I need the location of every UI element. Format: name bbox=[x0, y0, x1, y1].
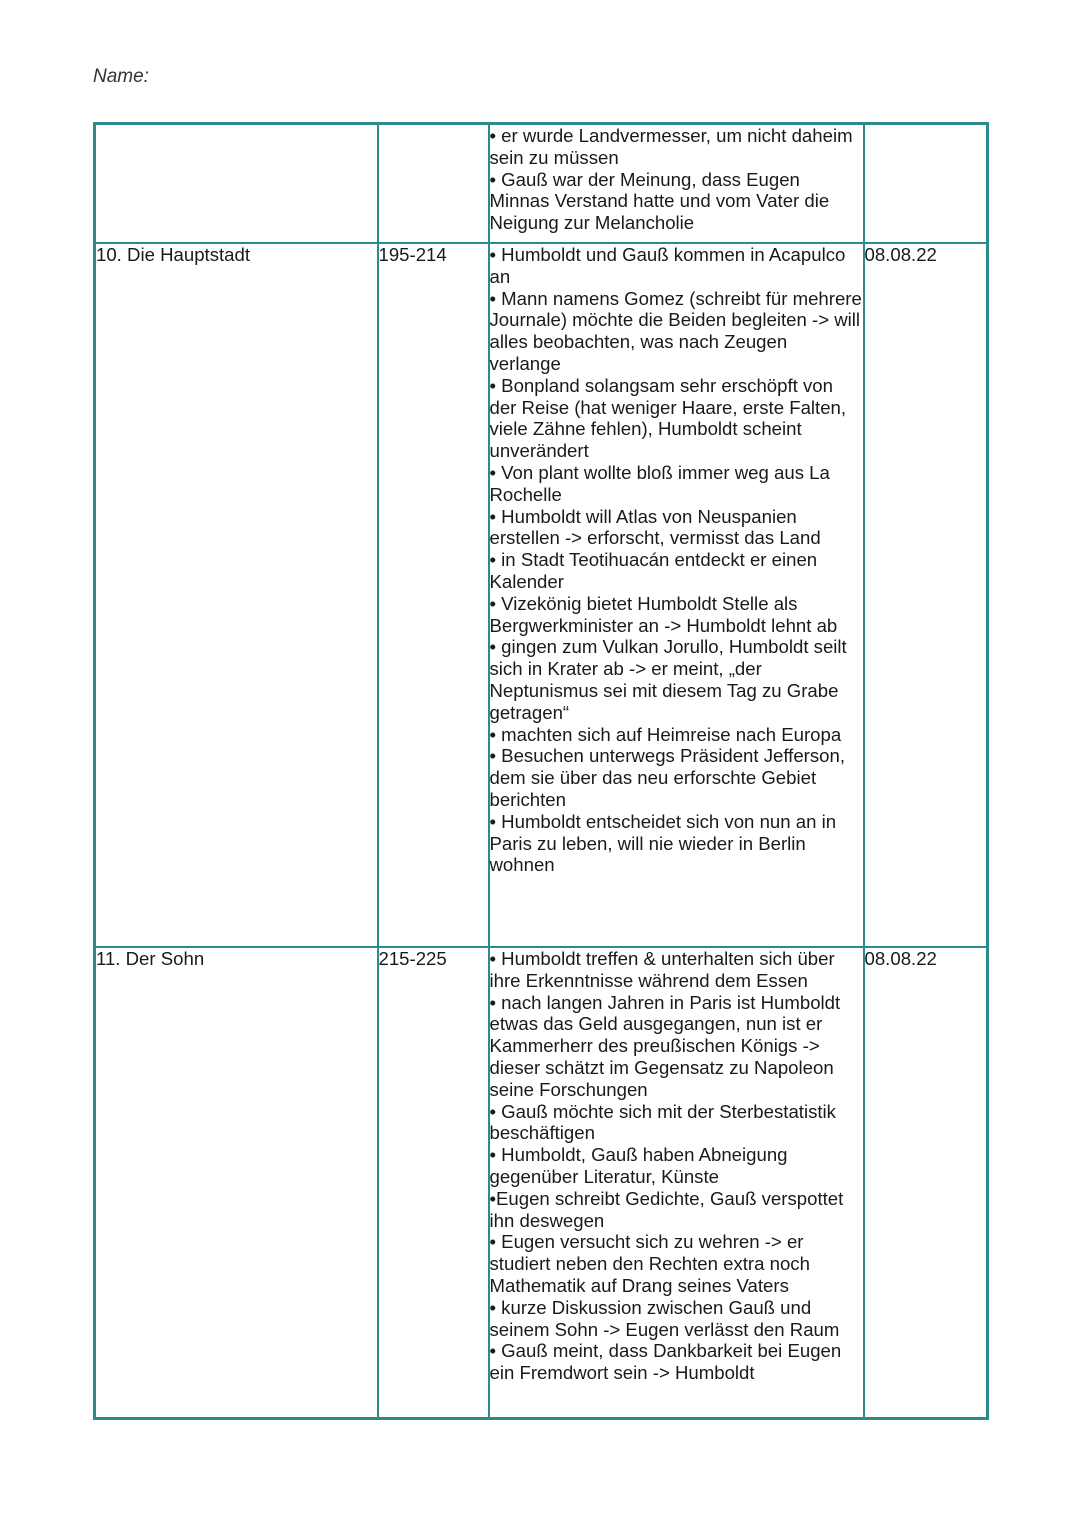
reading-log-table bbox=[93, 122, 989, 1420]
date-cell: 08.08.22 bbox=[864, 243, 988, 947]
name-label: Name: bbox=[93, 66, 149, 87]
table-row bbox=[95, 243, 988, 947]
bullet-item: • Mann namens Gomez (schreibt für mehrere Journale) möchte die Beiden begleiten -> will alles beobachten, was nach Zeugen verlange bbox=[489, 287, 862, 374]
chapter-cell: 11. Der Sohn bbox=[95, 947, 378, 1419]
bullet-item: • in Stadt Teotihuacán entdeckt er einen Kalender bbox=[489, 549, 818, 592]
chapter-cell: 10. Die Hauptstadt bbox=[95, 243, 378, 947]
pages-cell: 195-214 bbox=[378, 243, 489, 947]
bullet-item: • Humboldt und Gauß kommen in Acapulco an bbox=[489, 244, 846, 287]
pages-cell bbox=[378, 124, 489, 244]
bullet-item: • Vizekönig bietet Humboldt Stelle als Bergwerkminister an -> Humboldt lehnt ab bbox=[489, 592, 838, 636]
bullet-item: • Bonpland solangsam sehr erschöpft von der Reise (hat weniger Haare, erste Falten, viele Zähne fehlen), Humboldt scheint unverändert bbox=[489, 374, 847, 462]
bullet-item: • Von plant wollte bloß immer weg aus La Rochelle bbox=[489, 461, 830, 505]
bullet-item: •Eugen schreibt Gedichte, Gauß verspottet ihn deswegen bbox=[489, 1187, 844, 1231]
bullet-item: • Humboldt, Gauß haben Abneigung gegenüber Literatur, Künste bbox=[489, 1144, 788, 1187]
bullet-item: • Besuchen unterwegs Präsident Jefferson, dem sie über das neu erforschte Gebiet berichten bbox=[489, 745, 846, 810]
content-cell bbox=[489, 124, 864, 244]
content-cell bbox=[489, 947, 864, 1419]
pages-cell: 215-225 bbox=[378, 947, 489, 1419]
bullet-item: • nach langen Jahren in Paris ist Humboldt etwas das Geld ausgegangen, nun ist er Kammerherr des preußischen Königs -> dieser schätzt im Gegensatz zu Napoleon seine Forschungen bbox=[489, 991, 841, 1100]
bullet-item: • Gauß möchte sich mit der Sterbestatistik beschäftigen bbox=[489, 1100, 836, 1144]
table-row bbox=[95, 124, 988, 244]
bullet-item: • Eugen versucht sich zu wehren -> er studiert neben den Rechten extra noch Mathematik auf Drang seines Vaters bbox=[489, 1231, 810, 1296]
bullet-item: • er wurde Landvermesser, um nicht daheim sein zu müssen bbox=[489, 125, 853, 168]
bullet-item: • Humboldt will Atlas von Neuspanien erstellen -> erforscht, vermisst das Land bbox=[489, 505, 821, 549]
bullet-item: • machten sich auf Heimreise nach Europa bbox=[489, 723, 842, 745]
date-cell: 08.08.22 bbox=[864, 947, 988, 1419]
content-cell bbox=[489, 243, 864, 947]
bullet-item: • Gauß war der Meinung, dass Eugen Minnas Verstand hatte und vom Vater die Neigung zur Melancholie bbox=[489, 168, 830, 234]
bullet-item: • Humboldt entscheidet sich von nun an in Paris zu leben, will nie wieder in Berlin wohnen bbox=[489, 810, 837, 876]
table-row bbox=[95, 947, 988, 1419]
bullet-item: • kurze Diskussion zwischen Gauß und seinem Sohn -> Eugen verlässt den Raum bbox=[489, 1296, 840, 1340]
chapter-cell bbox=[95, 124, 378, 244]
bullet-item: • gingen zum Vulkan Jorullo, Humboldt seilt sich in Krater ab -> er meint, „der Neptunismus sei mit diesem Tag zu Grabe getragen“ bbox=[489, 636, 847, 723]
bullet-item: • Humboldt treffen & unterhalten sich über ihre Erkenntnisse während dem Essen bbox=[489, 948, 835, 991]
date-cell bbox=[864, 124, 988, 244]
bullet-item: • Gauß meint, dass Dankbarkeit bei Eugen ein Fremdwort sein -> Humboldt bbox=[489, 1340, 842, 1384]
